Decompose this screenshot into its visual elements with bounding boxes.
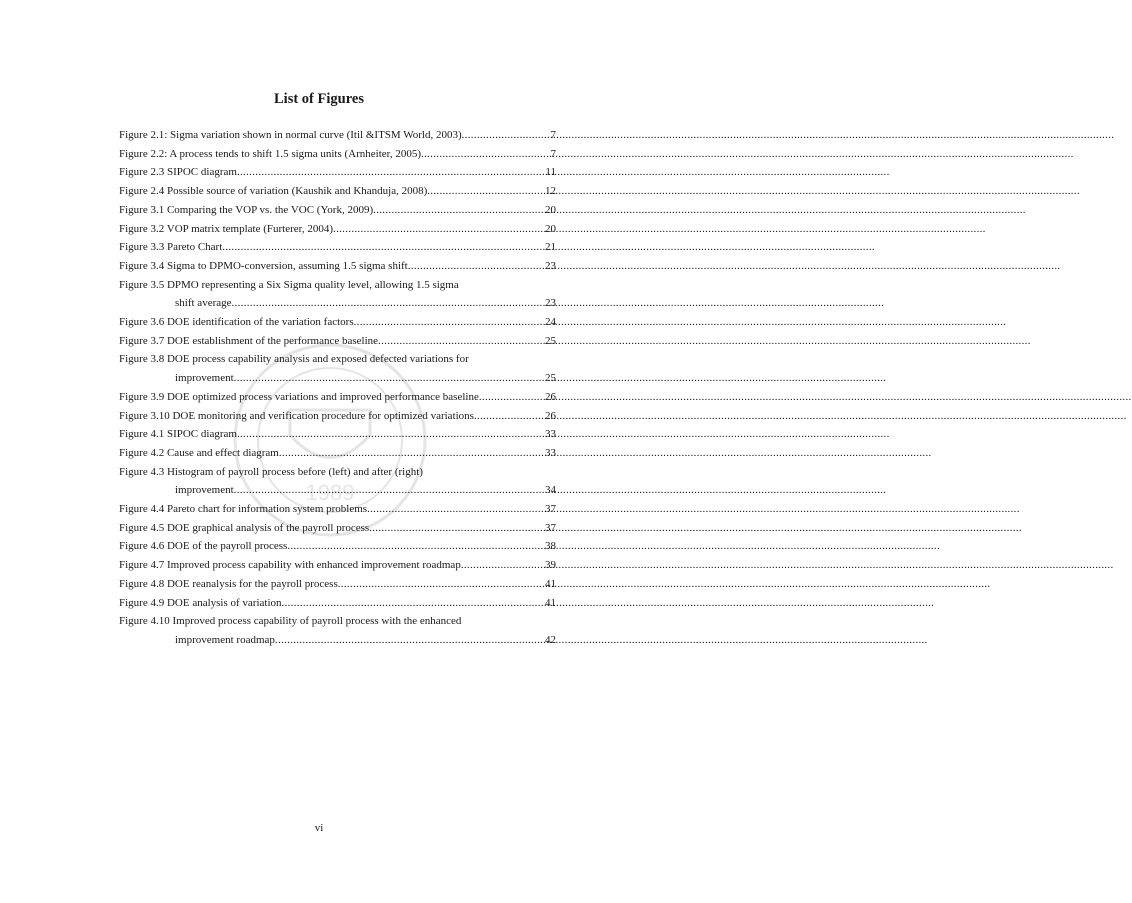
figure-page-number: 38 xyxy=(545,540,556,553)
figure-page-number: 37 xyxy=(545,521,556,534)
figure-entry[interactable] xyxy=(119,444,556,463)
figure-entry-label: Figure 3.6 DOE identification of the variation factors xyxy=(119,316,354,329)
figure-entry-label: Figure 2.2: A process tends to shift 1.5 sigma units (Arnheiter, 2005) xyxy=(119,147,422,160)
figure-page-number: 39 xyxy=(545,559,556,572)
figure-entry-label: Figure 4.4 Pareto chart for information system problems xyxy=(119,503,368,516)
figure-entry-label: Figure 4.5 DOE graphical analysis of the payroll process xyxy=(119,521,370,534)
figure-entry-label: Figure 4.9 DOE analysis of variation xyxy=(119,596,282,609)
figure-page-number: 41 xyxy=(545,577,556,590)
figure-entry[interactable] xyxy=(119,201,556,220)
figure-entry[interactable] xyxy=(119,163,556,182)
figure-entry-label: Figure 4.8 DOE reanalysis for the payroll process xyxy=(119,577,338,590)
figure-entry-label: Figure 2.4 Possible source of variation (Kaushik and Khanduja, 2008) xyxy=(119,185,428,198)
figure-page-number: 37 xyxy=(545,503,556,516)
figure-page-number: 41 xyxy=(545,596,556,609)
figure-entry-label: Figure 4.7 Improved process capability with enhanced improvement roadmap xyxy=(119,559,461,572)
dot-leader xyxy=(373,201,545,220)
figure-page-number: 20 xyxy=(545,203,556,216)
figure-page-number: 26 xyxy=(545,390,556,403)
dot-leader xyxy=(378,332,545,351)
dot-leader xyxy=(408,257,545,276)
figure-entry-label: Figure 4.2 Cause and effect diagram xyxy=(119,446,279,459)
figure-entry[interactable] xyxy=(119,612,556,649)
dot-leader xyxy=(282,594,545,613)
figure-entry[interactable] xyxy=(119,519,556,538)
dot-leader xyxy=(237,425,545,444)
figure-entry[interactable] xyxy=(119,575,556,594)
figure-entry[interactable] xyxy=(119,238,556,257)
list-of-figures xyxy=(119,126,556,650)
figure-entry[interactable] xyxy=(119,332,556,351)
dot-leader xyxy=(474,407,545,426)
figure-entry-label: Figure 3.9 DOE optimized process variations and improved performance baseline xyxy=(119,390,479,403)
page-title: List of Figures xyxy=(274,91,364,107)
dot-leader xyxy=(237,163,545,182)
figure-page-number: 33 xyxy=(545,446,556,459)
dot-leader xyxy=(234,369,545,388)
page-number: vi xyxy=(314,822,324,834)
dot-leader xyxy=(279,444,545,463)
figure-page-number: 42 xyxy=(545,633,556,646)
figure-entry[interactable] xyxy=(119,126,556,145)
dot-leader xyxy=(427,182,545,201)
dot-leader xyxy=(234,481,545,500)
figure-entry-label-continuation: improvement xyxy=(175,484,234,497)
dot-leader xyxy=(462,126,551,145)
figure-entry-label: Figure 3.7 DOE establishment of the performance baseline xyxy=(119,334,379,347)
dot-leader xyxy=(333,220,545,239)
figure-entry-label-continuation: shift average xyxy=(175,297,232,310)
dot-leader xyxy=(367,500,545,519)
figure-entry[interactable] xyxy=(119,350,556,387)
figure-page-number: 26 xyxy=(545,409,556,422)
figure-page-number: 33 xyxy=(545,428,556,441)
figure-page-number: 11 xyxy=(545,166,556,179)
dot-leader xyxy=(461,556,545,575)
dot-leader xyxy=(369,519,545,538)
figure-page-number: 23 xyxy=(545,297,556,310)
figure-entry[interactable] xyxy=(119,182,556,201)
figure-page-number: 25 xyxy=(545,372,556,385)
figure-entry[interactable] xyxy=(119,313,556,332)
figure-entry-label: Figure 3.8 DOE process capability analysis and exposed defected variations for xyxy=(119,353,469,366)
figure-entry[interactable] xyxy=(119,220,556,239)
dot-leader xyxy=(232,294,546,313)
figure-entry[interactable] xyxy=(119,407,556,426)
figure-entry-label: Figure 4.6 DOE of the payroll process xyxy=(119,540,288,553)
figure-entry[interactable] xyxy=(119,463,556,500)
dot-leader xyxy=(354,313,545,332)
figure-entry[interactable] xyxy=(119,388,556,407)
figure-entry[interactable] xyxy=(119,425,556,444)
figure-entry[interactable] xyxy=(119,257,556,276)
figure-entry-label: Figure 4.3 Histogram of payroll process before (left) and after (right) xyxy=(119,465,423,478)
figure-entry-label-continuation: improvement xyxy=(175,372,234,385)
figure-entry-label: Figure 4.1 SIPOC diagram xyxy=(119,428,237,441)
figure-entry-label: Figure 3.10 DOE monitoring and verification procedure for optimized variations xyxy=(119,409,474,422)
figure-page-number: 23 xyxy=(545,259,556,272)
figure-page-number: 21 xyxy=(545,241,556,254)
figure-page-number: 7 xyxy=(550,147,556,160)
figure-entry-label: Figure 4.10 Improved process capability of payroll process with the enhanced xyxy=(119,615,462,628)
figure-page-number: 34 xyxy=(545,484,556,497)
figure-entry[interactable] xyxy=(119,594,556,613)
figure-page-number: 12 xyxy=(545,185,556,198)
dot-leader xyxy=(338,575,545,594)
figure-entry[interactable] xyxy=(119,276,556,313)
figure-entry-label: Figure 3.4 Sigma to DPMO-conversion, assuming 1.5 sigma shift xyxy=(119,259,408,272)
figure-entry[interactable] xyxy=(119,556,556,575)
dot-leader xyxy=(421,145,550,164)
figure-entry[interactable] xyxy=(119,500,556,519)
figure-entry-label: Figure 3.5 DPMO representing a Six Sigma quality level, allowing 1.5 sigma xyxy=(119,278,459,291)
figure-entry-label: Figure 3.1 Comparing the VOP vs. the VOC (York, 2009) xyxy=(119,203,374,216)
figure-page-number: 7 xyxy=(550,129,556,141)
figure-entry[interactable] xyxy=(119,537,556,556)
svg-text:1989: 1989 xyxy=(305,480,355,505)
figure-entry-label: Figure 3.3 Pareto Chart xyxy=(119,241,223,254)
figure-entry-label: Figure 3.2 VOP matrix template (Furterer, 2004) xyxy=(119,222,334,235)
dot-leader xyxy=(479,388,545,407)
dot-leader xyxy=(287,537,545,556)
figure-entry-label: Figure 2.1: Sigma variation shown in normal curve (Itil &ITSM World, 2003) xyxy=(119,129,462,141)
figure-entry-label: Figure 2.3 SIPOC diagram xyxy=(119,166,237,179)
figure-page-number: 20 xyxy=(545,222,556,235)
figure-entry[interactable] xyxy=(119,145,556,164)
dot-leader xyxy=(222,238,545,257)
dot-leader xyxy=(275,631,545,650)
figure-page-number: 24 xyxy=(545,316,556,329)
figure-page-number: 25 xyxy=(545,334,556,347)
figure-entry-label-continuation: improvement roadmap xyxy=(175,633,275,646)
